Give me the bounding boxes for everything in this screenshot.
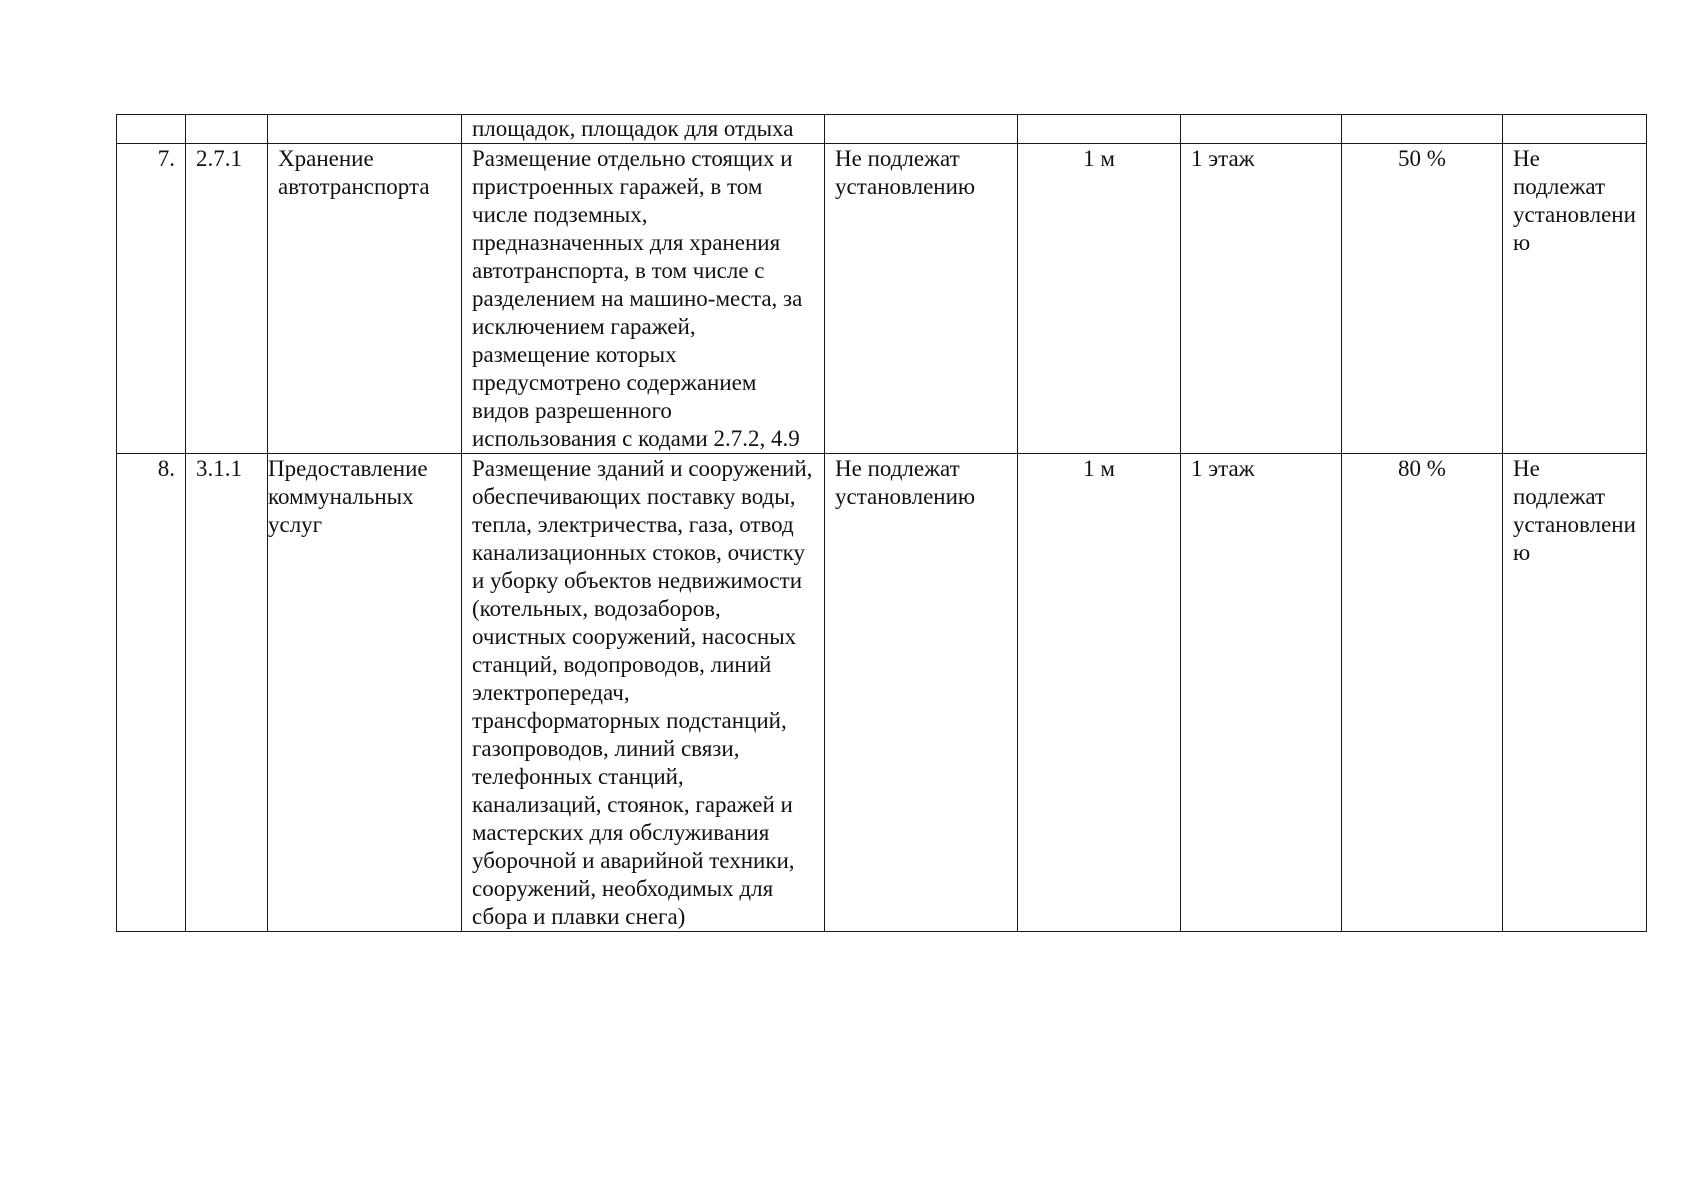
cell-description: Размещение зданий и сооружений, обеспечивающих поставку воды, тепла, электричества, газа, отвод канализационных стоков, очистку и уборку объектов недвижимости (котельных, водозаборов, очистных сооружений, насосных станций, водопроводов, линий электропередач, трансформаторных подстанций, газопроводов, линий связи, телефонных станций, канализаций, стоянок, гаражей и мастерских для обслуживания уборочной и аварийной техники, сооружений, необходимых для сбора и плавки снега) xyxy=(462,454,825,932)
cell-floors xyxy=(1181,115,1342,144)
cell-description: площадок, площадок для отдыха xyxy=(462,115,825,144)
cell-num xyxy=(117,115,186,144)
cell-coverage: 50 % xyxy=(1342,144,1503,454)
cell-name: Хранение автотранспорта xyxy=(268,144,462,454)
cell-other: Не подлежат установлению xyxy=(1503,454,1647,932)
cell-setback xyxy=(1018,115,1181,144)
cell-setback: 1 м xyxy=(1018,454,1181,932)
cell-area: Не подлежат установлению xyxy=(825,454,1018,932)
cell-code: 2.7.1 xyxy=(186,144,268,454)
cell-area xyxy=(825,115,1018,144)
cell-area: Не подлежат установлению xyxy=(825,144,1018,454)
table-row xyxy=(117,454,1647,932)
cell-floors: 1 этаж xyxy=(1181,144,1342,454)
cell-name: Предоставление коммунальных услуг xyxy=(268,454,462,932)
cell-coverage: 80 % xyxy=(1342,454,1503,932)
zoning-table xyxy=(116,114,1647,932)
cell-name xyxy=(268,115,462,144)
cell-num: 7. xyxy=(117,144,186,454)
table-row-continuation xyxy=(117,115,1647,144)
cell-other: Не подлежат установлению xyxy=(1503,144,1647,454)
cell-code xyxy=(186,115,268,144)
cell-description: Размещение отдельно стоящих и пристроенных гаражей, в том числе подземных, предназначенных для хранения автотранспорта, в том числе с разделением на машино-места, за исключением гаражей, размещение которых предусмотрено содержанием видов разрешенного использования с кодами 2.7.2, 4.9 xyxy=(462,144,825,454)
cell-coverage xyxy=(1342,115,1503,144)
cell-num: 8. xyxy=(117,454,186,932)
cell-code: 3.1.1 xyxy=(186,454,268,932)
cell-other xyxy=(1503,115,1647,144)
table-row xyxy=(117,144,1647,454)
cell-floors: 1 этаж xyxy=(1181,454,1342,932)
cell-setback: 1 м xyxy=(1018,144,1181,454)
